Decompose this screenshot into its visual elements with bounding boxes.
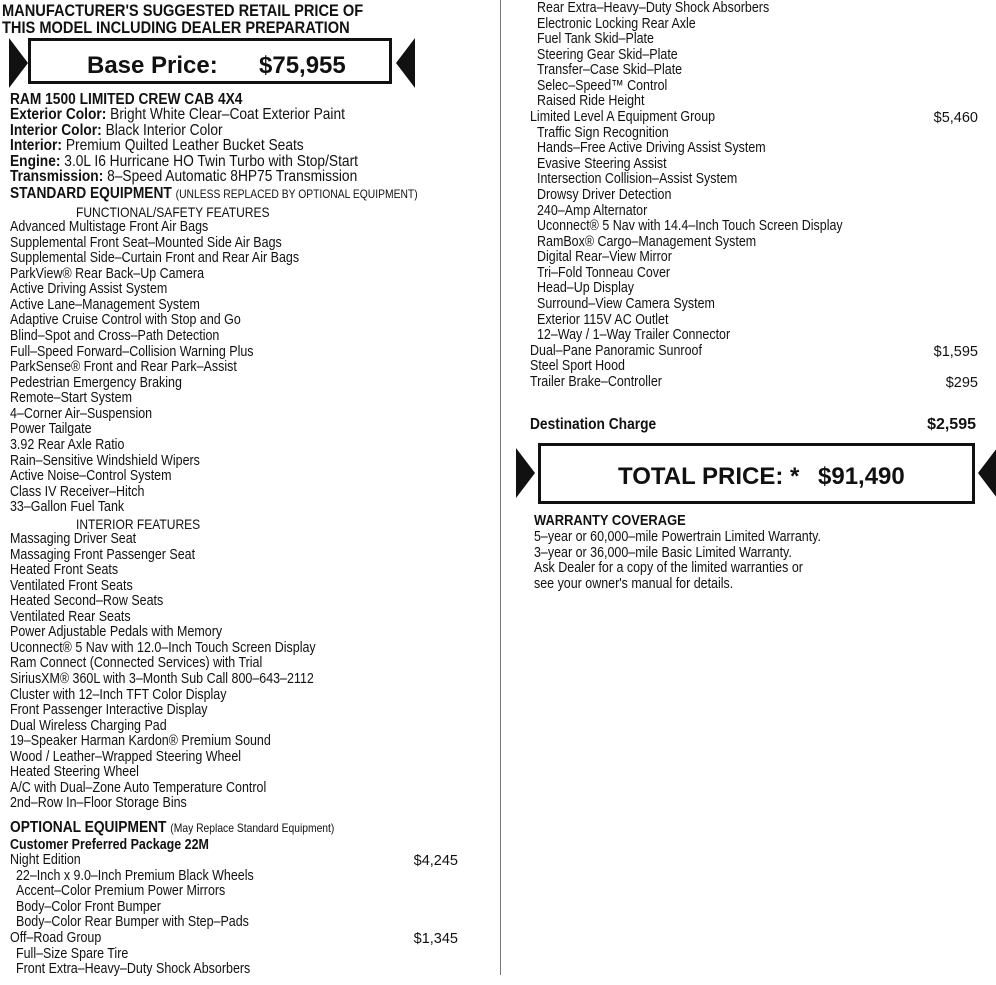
- interior-feature-item: Power Adjustable Pedals with Memory: [10, 624, 223, 641]
- column-divider: [500, 0, 501, 975]
- functional-feature-item: Rain–Sensitive Windshield Wipers: [10, 452, 200, 469]
- functional-feature-item: Full–Speed Forward–Collision Warning Plus: [10, 343, 254, 360]
- optional-item: Electronic Locking Rear Axle: [537, 15, 696, 32]
- optional-item: Steel Sport Hood: [530, 358, 625, 375]
- msrp-heading-line2: THIS MODEL INCLUDING DEALER PREPARATION: [2, 18, 350, 37]
- optional-item: Front Extra–Heavy–Duty Shock Absorbers: [16, 961, 251, 978]
- optional-item: Night Edition: [10, 852, 81, 868]
- interior-feature-item: Massaging Driver Seat: [10, 531, 137, 547]
- functional-feature-item: Active Noise–Control System: [10, 468, 172, 485]
- optional-item: Drowsy Driver Detection: [537, 186, 672, 203]
- optional-item-price: $1,345: [413, 931, 458, 947]
- optional-item: Selec–Speed™ Control: [537, 77, 668, 94]
- standard-equipment-heading: STANDARD EQUIPMENT (UNLESS REPLACED BY OPTIONAL EQUIPMENT): [10, 185, 418, 202]
- optional-item: Exterior 115V AC Outlet: [537, 311, 669, 328]
- optional-item: Transfer–Case Skid–Plate: [537, 62, 683, 79]
- functional-feature-item: Remote–Start System: [10, 390, 132, 407]
- functional-feature-item: Adaptive Cruise Control with Stop and Go: [10, 312, 241, 329]
- functional-feature-item: Active Lane–Management System: [10, 296, 200, 313]
- functional-feature-item: Supplemental Front Seat–Mounted Side Air Bags: [10, 234, 282, 251]
- functional-feature-item: Active Driving Assist System: [10, 281, 168, 298]
- warranty-line: 5–year or 60,000–mile Powertrain Limited Warranty.: [534, 529, 821, 545]
- optional-item: Body–Color Rear Bumper with Step–Pads: [16, 914, 249, 931]
- interior-feature-item: SiriusXM® 360L with 3–Month Sub Call 800–643–2112: [10, 670, 314, 687]
- optional-item-price: $1,595: [933, 343, 978, 360]
- spec-value: 3.0L I6 Hurricane HO Twin Turbo with Stop/Start: [64, 152, 358, 170]
- optional-item: Full–Size Spare Tire: [16, 945, 129, 962]
- destination-charge-label: Destination Charge: [530, 416, 657, 433]
- functional-safety-heading: FUNCTIONAL/SAFETY FEATURES: [76, 204, 270, 220]
- optional-item: Off–Road Group: [10, 930, 102, 946]
- optional-item: Fuel Tank Skid–Plate: [537, 31, 654, 48]
- package-name: Customer Preferred Package 22M: [10, 837, 209, 853]
- total-right-pointer-icon: [978, 448, 996, 498]
- total-price-box: [538, 443, 975, 504]
- vehicle-model: RAM 1500 LIMITED CREW CAB 4X4: [10, 91, 243, 108]
- optional-item: Rear Extra–Heavy–Duty Shock Absorbers: [537, 0, 770, 16]
- right-column: [508, 0, 996, 985]
- optional-item: 240–Amp Alternator: [537, 202, 648, 219]
- optional-item: Head–Up Display: [537, 280, 635, 297]
- interior-feature-item: Uconnect® 5 Nav with 12.0–Inch Touch Screen Display: [10, 639, 316, 656]
- total-left-pointer-icon: [516, 448, 535, 498]
- functional-feature-item: Power Tailgate: [10, 421, 92, 438]
- interior-feature-item: Front Passenger Interactive Display: [10, 702, 208, 719]
- interior-feature-item: Heated Steering Wheel: [10, 764, 139, 781]
- optional-item: Digital Rear–View Mirror: [537, 249, 672, 266]
- functional-feature-item: 3.92 Rear Axle Ratio: [10, 436, 125, 453]
- optional-item: Intersection Collision–Assist System: [537, 171, 738, 188]
- functional-feature-item: Blind–Spot and Cross–Path Detection: [10, 327, 220, 344]
- spec-label: Engine:: [10, 152, 61, 170]
- optional-item: Trailer Brake–Controller: [530, 373, 662, 390]
- warranty-line: see your owner's manual for details.: [534, 575, 734, 592]
- msrp-heading-line1: MANUFACTURER'S SUGGESTED RETAIL PRICE OF: [2, 1, 364, 20]
- functional-feature-item: Class IV Receiver–Hitch: [10, 483, 145, 500]
- functional-feature-item: ParkView® Rear Back–Up Camera: [10, 265, 205, 282]
- right-pointer-triangle-icon: [396, 38, 415, 88]
- optional-item: RamBox® Cargo–Management System: [537, 233, 757, 250]
- functional-feature-item: ParkSense® Front and Rear Park–Assist: [10, 359, 237, 376]
- left-pointer-triangle-icon: [9, 38, 28, 88]
- optional-item: Raised Ride Height: [537, 93, 645, 110]
- destination-charge-value: $2,595: [927, 416, 976, 433]
- interior-feature-item: Dual Wireless Charging Pad: [10, 717, 167, 734]
- warranty-line: 3–year or 36,000–mile Basic Limited Warranty.: [534, 544, 792, 561]
- interior-feature-item: A/C with Dual–Zone Auto Temperature Control: [10, 779, 267, 796]
- interior-feature-item: Ventilated Rear Seats: [10, 608, 131, 625]
- spec-value: Premium Quilted Leather Bucket Seats: [65, 137, 304, 154]
- optional-item: Evasive Steering Assist: [537, 155, 667, 172]
- optional-item: Body–Color Front Bumper: [16, 898, 161, 915]
- spec-row: [10, 169, 414, 185]
- optional-item: 12–Way / 1–Way Trailer Connector: [537, 327, 731, 344]
- spec-value: Bright White Clear–Coat Exterior Paint: [110, 106, 345, 123]
- interior-feature-item: Massaging Front Passenger Seat: [10, 546, 196, 563]
- interior-feature-item: 19–Speaker Harman Kardon® Premium Sound: [10, 733, 271, 750]
- optional-item: Accent–Color Premium Power Mirrors: [16, 883, 226, 900]
- base-price-value: $75,955: [259, 52, 346, 79]
- functional-feature-item: Pedestrian Emergency Braking: [10, 374, 182, 391]
- total-price-value: $91,490: [818, 463, 905, 490]
- interior-feature-item: Cluster with 12–Inch TFT Color Display: [10, 686, 227, 703]
- interior-feature-item: Heated Front Seats: [10, 562, 119, 579]
- functional-feature-item: Supplemental Side–Curtain Front and Rear Air Bags: [10, 250, 300, 267]
- interior-features-heading: INTERIOR FEATURES: [76, 516, 201, 532]
- functional-feature-item: 4–Corner Air–Suspension: [10, 405, 153, 422]
- warranty-heading: WARRANTY COVERAGE: [534, 512, 686, 529]
- base-price-label: Base Price:: [87, 52, 218, 79]
- optional-item: 22–Inch x 9.0–Inch Premium Black Wheels: [16, 867, 254, 884]
- optional-item-price: $295: [945, 374, 978, 391]
- optional-item-price: $5,460: [933, 110, 978, 127]
- warranty-line: Ask Dealer for a copy of the limited warranties or: [534, 560, 803, 577]
- spec-label: Transmission:: [10, 168, 104, 185]
- functional-feature-item: 33–Gallon Fuel Tank: [10, 499, 125, 516]
- interior-feature-item: 2nd–Row In–Floor Storage Bins: [10, 795, 187, 812]
- optional-item: Uconnect® 5 Nav with 14.4–Inch Touch Screen Display: [537, 218, 843, 235]
- optional-item: Hands–Free Active Driving Assist System: [537, 140, 766, 157]
- spec-label: Exterior Color:: [10, 106, 107, 123]
- interior-feature-item: Heated Second–Row Seats: [10, 593, 164, 610]
- interior-feature-item: Ram Connect (Connected Services) with Trial: [10, 655, 263, 672]
- interior-feature-item: Ventilated Front Seats: [10, 577, 133, 594]
- optional-item: Dual–Pane Panoramic Sunroof: [530, 342, 702, 359]
- total-price-label: TOTAL PRICE: *: [618, 463, 800, 490]
- spec-value: 8–Speed Automatic 8HP75 Transmission: [107, 168, 358, 185]
- spec-label: Interior Color:: [10, 121, 102, 139]
- optional-item: Steering Gear Skid–Plate: [537, 46, 678, 63]
- optional-item: Surround–View Camera System: [537, 296, 715, 313]
- optional-item-price: $4,245: [413, 853, 458, 869]
- base-price-box: [28, 38, 392, 84]
- optional-item: Traffic Sign Recognition: [537, 124, 669, 141]
- interior-feature-item: Wood / Leather–Wrapped Steering Wheel: [10, 748, 242, 765]
- spec-value: Black Interior Color: [105, 121, 223, 139]
- functional-feature-item: Advanced Multistage Front Air Bags: [10, 219, 209, 235]
- optional-item: Limited Level A Equipment Group: [530, 109, 716, 126]
- spec-label: Interior:: [10, 137, 62, 154]
- optional-equipment-heading: OPTIONAL EQUIPMENT (May Replace Standard Equipment): [10, 819, 335, 836]
- optional-item: Tri–Fold Tonneau Cover: [537, 264, 671, 281]
